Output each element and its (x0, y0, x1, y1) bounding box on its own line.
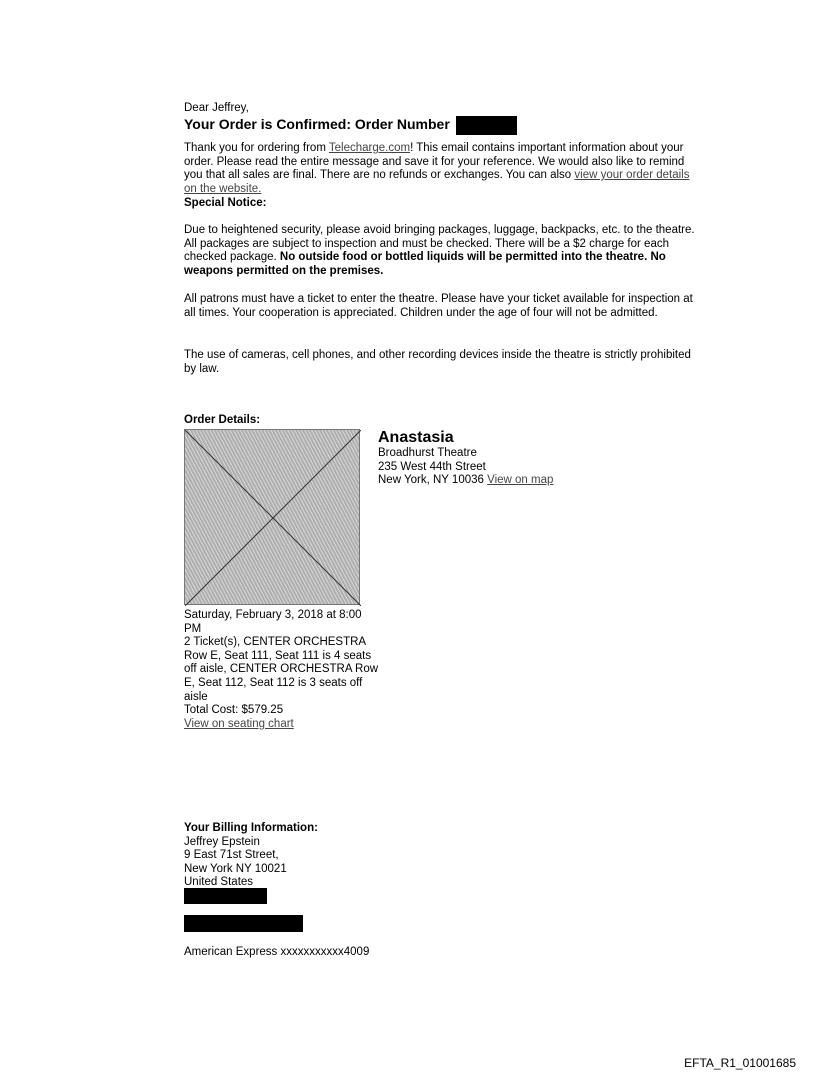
show-image-placeholder (184, 429, 360, 605)
total-cost: Total Cost: $579.25 (184, 704, 284, 717)
order-details-heading: Order Details: (184, 414, 261, 426)
billing-city: New York NY 10021 (184, 862, 287, 875)
devices-policy-paragraph: The use of cameras, cell phones, and other recording devices inside the theatre is strictly prohibited by law. (184, 349, 691, 375)
headline-text: Your Order is Confirmed: Order Number (184, 116, 450, 133)
billing-redaction-2 (184, 915, 303, 932)
billing-country: United States (184, 876, 254, 889)
billing-information (184, 822, 424, 890)
ticket-seats: 2 Ticket(s), CENTER ORCHESTRA Row E, Seat 111, Seat 111 is 4 seats off aisle, CENTER ORCHESTRA Row E, Seat 112, Seat 112 is 3 seats off aisle (184, 636, 379, 703)
performance-datetime: Saturday, February 3, 2018 at 8:00 PM (184, 609, 362, 635)
venue-city-line (378, 474, 553, 488)
ticket-policy-paragraph: All patrons must have a ticket to enter the theatre. Please have your ticket available for inspection at all times. Your cooperation is appreciated. Children under the age of four will not be admitted. (184, 293, 693, 319)
security-text: Due to heightened security, please avoid bringing packages, luggage, backpacks, etc. to the theatre. All packages are subject to inspection and must be checked. There will be a $2 charge for each checked package. (184, 224, 695, 264)
venue-street: 235 West 44th Street (378, 460, 486, 473)
confirmation-headline (184, 116, 517, 135)
order-details-link[interactable]: view your order details on the website. (184, 169, 690, 195)
intro-text-body: ! This email contains important information about your order. Please read the entire message and save it for your reference. We would also like to remind you that all sales are final. There are no refunds or exchanges. You can also (184, 142, 685, 182)
venue-block (378, 447, 553, 488)
security-bold-text: No outside food or bottled liquids will be permitted into the theatre. No weapons permitted on the premises. (184, 251, 666, 277)
billing-street: 9 East 71st Street, (184, 849, 279, 862)
telecharge-link[interactable]: Telecharge.com (328, 142, 411, 154)
ticket-details (184, 609, 380, 731)
intro-text-start: Thank you for ordering from (184, 142, 329, 154)
payment-card: American Express xxxxxxxxxxx4009 (184, 946, 370, 958)
venue-city: New York, NY 10036 (378, 474, 484, 487)
billing-name: Jeffrey Epstein (184, 835, 260, 848)
security-paragraph (184, 224, 702, 278)
show-title: Anastasia (378, 429, 454, 446)
special-notice-heading: Special Notice: (184, 197, 267, 209)
view-on-map-link[interactable]: View on map (487, 474, 554, 487)
venue-name: Broadhurst Theatre (378, 447, 477, 459)
order-number-redaction (456, 116, 517, 135)
greeting: Dear Jeffrey, (184, 102, 249, 114)
intro-paragraph (184, 142, 702, 196)
billing-heading: Your Billing Information: (184, 822, 318, 834)
document-id: EFTA_R1_01001685 (684, 1056, 796, 1070)
billing-redaction-1 (184, 888, 267, 904)
seating-chart-link[interactable]: View on seating chart (184, 717, 294, 730)
broken-image-icon (185, 430, 361, 606)
